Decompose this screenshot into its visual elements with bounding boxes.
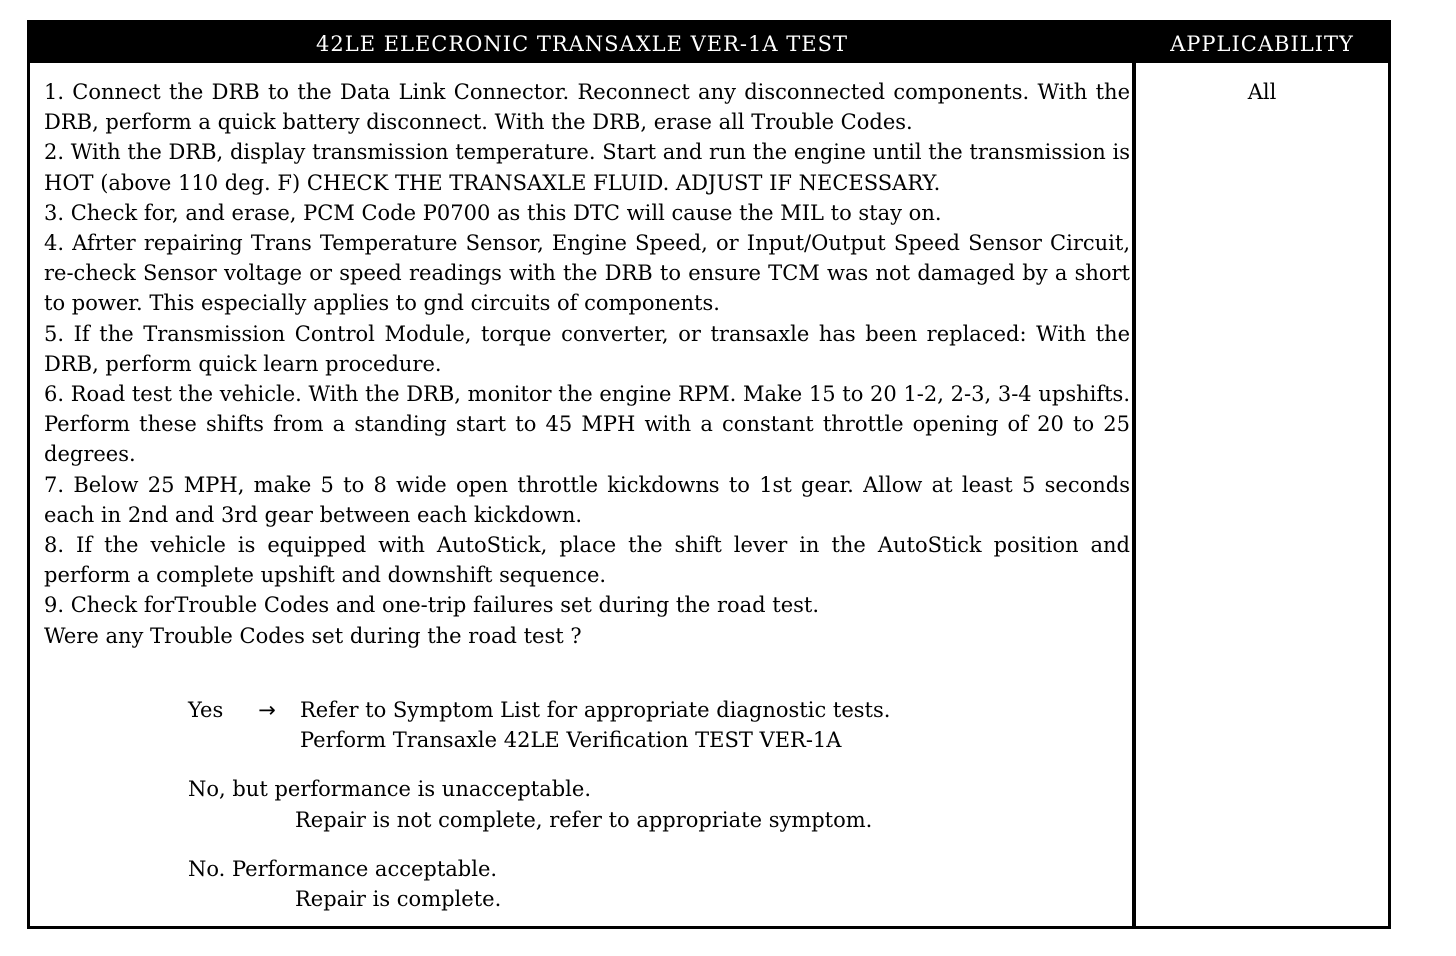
- step-4: 4. Afrter repairing Trans Temperature Sensor, Engine Speed, or Input/Output Speed Sensor Circuit, re-check Sensor voltage or speed readings with the DRB to ensure TCM was not damaged by a short to power. This especially applies to gnd circuits of components.: [44, 231, 1130, 316]
- answer-options: [188, 695, 1088, 933]
- answer-no-unacceptable-label: No, but performance is unacceptable.: [188, 777, 591, 802]
- answer-yes: [188, 695, 1088, 755]
- test-procedure-table: [27, 20, 1391, 929]
- step-5: 5. If the Transmission Control Module, torque converter, or transaxle has been replaced: With the DRB, perform quick learn procedure.: [44, 321, 1130, 376]
- step-8: 8. If the vehicle is equipped with AutoStick, place the shift lever in the AutoStick position and perform a complete upshift and downshift sequence.: [44, 533, 1130, 588]
- applicability-header: APPLICABILITY: [1170, 32, 1354, 56]
- step-9: 9. Check forTrouble Codes and one-trip failures set during the road test.: [44, 593, 820, 618]
- answer-yes-label: Yes: [188, 698, 224, 722]
- column-divider: [1132, 63, 1136, 926]
- step-7: 7. Below 25 MPH, make 5 to 8 wide open throttle kickdowns to 1st gear. Allow at least 5 seconds each in 2nd and 3rd gear between each kickdown.: [44, 472, 1130, 527]
- answer-no-acceptable-label: No. Performance acceptable.: [188, 856, 498, 881]
- answer-yes-action-line1: Refer to Symptom List for appropriate diagnostic tests.: [300, 698, 891, 722]
- answer-yes-action-line2: Perform Transaxle 42LE Verification TEST VER-1A: [300, 728, 842, 753]
- test-question: Were any Trouble Codes set during the road test ?: [44, 623, 582, 648]
- step-6: 6. Road test the vehicle. With the DRB, monitor the engine RPM. Make 15 to 20 1-2, 2-3, 3-4 upshifts. Perform these shifts from a standing start to 45 MPH with a constant throttle opening of 20 to 25 degrees.: [44, 382, 1130, 467]
- step-2: 2. With the DRB, display transmission temperature. Start and run the engine until the transmission is HOT (above 110 deg. F) CHECK THE TRANSAXLE FLUID. ADJUST IF NECESSARY.: [44, 140, 1130, 195]
- answer-no-acceptable: [188, 854, 1088, 914]
- answer-no-unacceptable-action: Repair is not complete, refer to appropriate symptom.: [295, 807, 873, 832]
- procedure-steps: [44, 77, 1130, 651]
- answer-no-acceptable-action: Repair is complete.: [295, 887, 502, 912]
- test-title: 42LE ELECRONIC TRANSAXLE VER-1A TEST: [316, 32, 848, 56]
- answer-no-unacceptable: [188, 774, 1088, 834]
- applicability-value: All: [1247, 80, 1277, 104]
- step-3: 3. Check for, and erase, PCM Code P0700 as this DTC will cause the MIL to stay on.: [44, 200, 942, 225]
- step-1: 1. Connect the DRB to the Data Link Connector. Reconnect any disconnected components. With the DRB, perform a quick battery disconnect. With the DRB, erase all Trouble Codes.: [44, 80, 1130, 135]
- arrow-right-icon: →: [258, 698, 276, 722]
- table-header: [30, 23, 1388, 63]
